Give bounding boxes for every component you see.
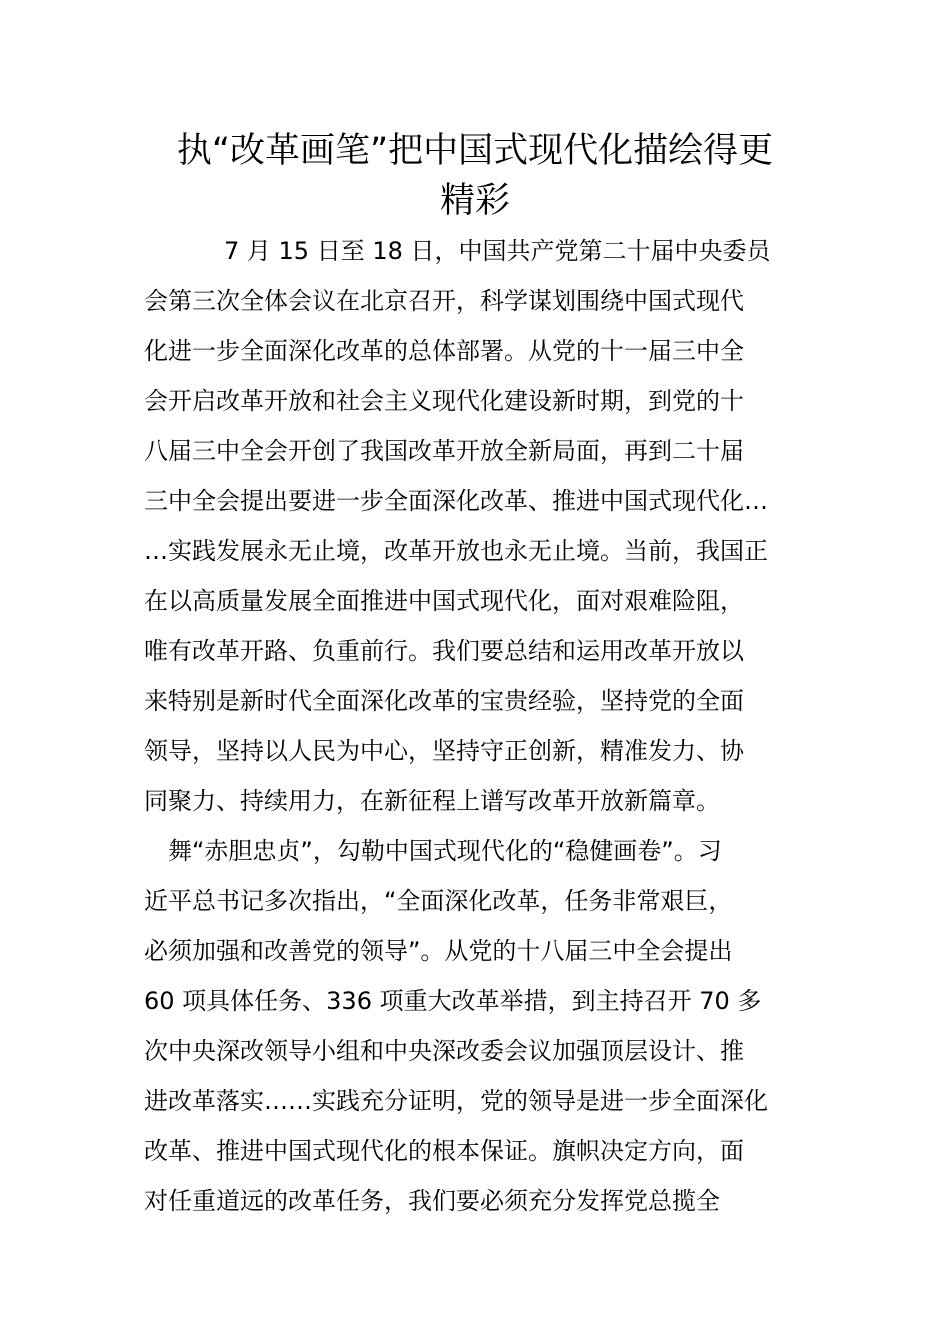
paragraph-line: 60 项具体任务、336 项重大改革举措，到主持召开 70 多 <box>144 987 762 1015</box>
paragraph-line: 近平总书记多次指出，“全面深化改革，任务非常艰巨， <box>144 887 733 915</box>
paragraph-line: 来特别是新时代全面深化改革的宝贵经验，坚持党的全面 <box>144 687 744 715</box>
paragraph-line: 改革、推进中国式现代化的根本保证。旗帜决定方向，面 <box>144 1137 744 1165</box>
paragraph-line: 必须加强和改善党的领导”。从党的十八届三中全会提出 <box>144 937 733 965</box>
paragraph-line: 八届三中全会开创了我国改革开放全新局面，再到二十届 <box>144 437 744 465</box>
paragraph-line: 次中央深改领导小组和中央深改委会议加强顶层设计、推 <box>144 1037 744 1065</box>
paragraph-line: 三中全会提出要进一步全面深化改革、推进中国式现代化… <box>144 487 768 515</box>
paragraph-line: 领导，坚持以人民为中心，坚持守正创新，精准发力、协 <box>144 737 744 765</box>
paragraph-line: 会开启改革开放和社会主义现代化建设新时期，到党的十 <box>144 387 744 415</box>
paragraph-line: 会第三次全体会议在北京召开，科学谋划围绕中国式现代 <box>144 287 744 315</box>
paragraph-line: 同聚力、持续用力，在新征程上谱写改革开放新篇章。 <box>144 787 720 815</box>
paragraph-line: 化进一步全面深化改革的总体部署。从党的十一届三中全 <box>144 337 744 365</box>
paragraph-line: …实践发展永无止境，改革开放也永无止境。当前，我国正 <box>144 537 768 565</box>
paragraph-line: 对任重道远的改革任务，我们要必须充分发挥党总揽全 <box>144 1187 720 1215</box>
document-title-line-1: 执“改革画笔”把中国式现代化描绘得更 <box>176 131 774 171</box>
paragraph-line: 7 月 15 日至 18 日，中国共产党第二十届中央委员 <box>224 237 771 265</box>
paragraph-line: 唯有改革开路、负重前行。我们要总结和运用改革开放以 <box>144 637 744 665</box>
paragraph-line: 在以高质量发展全面推进中国式现代化，面对艰难险阻， <box>144 587 744 615</box>
document-title-line-2: 精彩 <box>439 181 510 221</box>
paragraph-line: 舞“赤胆忠贞”，勾勒中国式现代化的“稳健画卷”。习 <box>168 837 722 865</box>
paragraph-line: 进改革落实……实践充分证明，党的领导是进一步全面深化 <box>144 1087 768 1115</box>
